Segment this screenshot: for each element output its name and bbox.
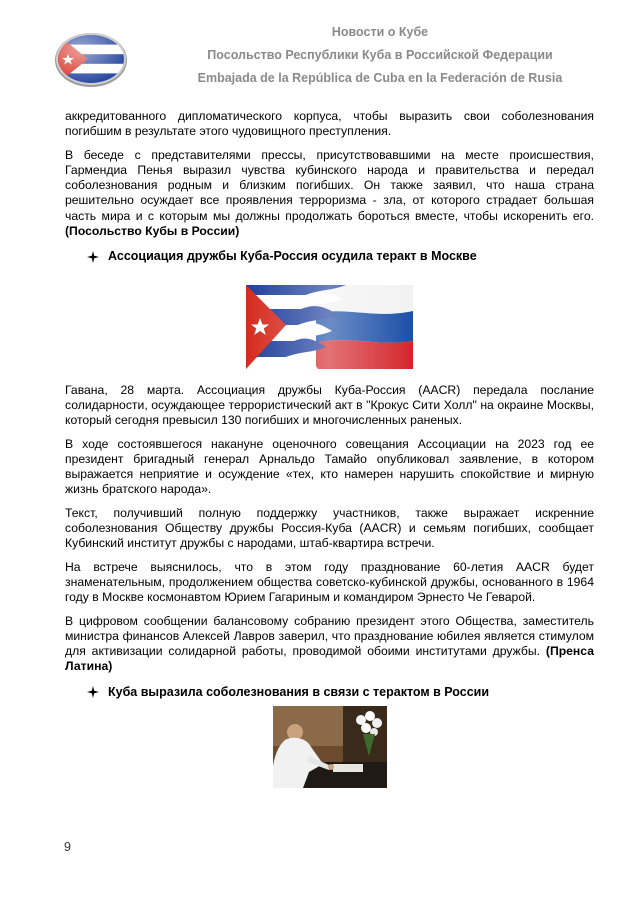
paragraph: аккредитованного дипломатического корпуса, чтобы выразить свои соболезнования погибшим в результате этого чудовищного преступления.	[65, 109, 594, 139]
source-credit: (Посольство Кубы в России)	[65, 224, 240, 239]
paragraph	[65, 614, 594, 675]
cuba-russia-flags-icon	[246, 285, 413, 369]
section-heading	[87, 685, 594, 700]
article-body	[65, 109, 594, 788]
man-signing-book-photo-icon	[273, 706, 387, 788]
cuba-russia-flags-image	[246, 285, 413, 369]
paragraph	[65, 148, 594, 240]
paragraph: Текст, получивший полную поддержку участников, также выражает искренние соболезнования Обществу дружбы Россия-Куба (AACR) и семьям погибших, сообщает Кубинский институт дружбы с народами, штаб-квартира встречи.	[65, 505, 594, 551]
diamond-bullet-icon	[87, 251, 99, 263]
paragraph: Гавана, 28 марта. Ассоциация дружбы Куба-Россия (AACR) передала послание солидарности, осуждающее террористический акт в "Крокус Сити Холл" на окраине Москвы, который сегодня превысил 130 погибших и многочисленных раненых.	[65, 382, 594, 428]
cuba-flag-badge-icon	[54, 31, 128, 87]
paragraph: В ходе состоявшегося накануне оценочного совещания Ассоциации на 2023 год ее президент бригадный генерал Арнальдо Тамайо опубликовал заявление, в котором выражается неприятие и осуждение «тех, кто намерен нарушить спокойствие и мирную жизнь братского народа».	[65, 436, 594, 497]
section-heading	[87, 249, 594, 264]
paragraph: На встрече выяснилось, что в этом году празднование 60-летия AACR будет знаменательным, продолжением общества советско-кубинской дружбы, основанного в 1964 году в Москве космонавтом Юрием Гагариным и командиром Эрнесто Че Геварой.	[65, 559, 594, 605]
paragraph-text: В беседе с представителями прессы, присутствовавшими на месте происшествия, Гармендиа Пенья выразил чувства кубинского народа и правительства и передал соболезнования родным и близким погибших. Он также заявил, что наша страна решительно осуждает все проявления терроризма - зла, от которого страдает большая часть мира и с которым мы должны продолжать бороться вместе, чтобы искоренить его.	[65, 147, 594, 223]
section-heading-text: Ассоциация дружбы Куба-Россия осудила теракт в Москве	[108, 249, 477, 264]
diamond-bullet-icon	[87, 686, 99, 698]
paragraph-text: В цифровом сообщении балансовому собранию президент этого Общества, заместитель министра финансов Алексей Лавров заверил, что празднование юбилея является стимулом для активизации солидарной работы, проводимой обоими институтами дружбы.	[65, 613, 594, 659]
header-embassy-ru: Посольство Республики Куба в Российской Федерации	[207, 48, 553, 62]
header-embassy-es: Embajada de la República de Cuba en la Federación de Rusia	[197, 71, 563, 85]
section-heading-text: Куба выразила соболезнования в связи с терактом в России	[108, 684, 490, 699]
header-title: Новости о Кубе	[331, 25, 429, 39]
source-credit: (Пренса Латина)	[65, 644, 594, 674]
page-header	[0, 0, 643, 100]
page-number: 9	[64, 840, 71, 854]
condolence-book-photo	[273, 706, 387, 788]
